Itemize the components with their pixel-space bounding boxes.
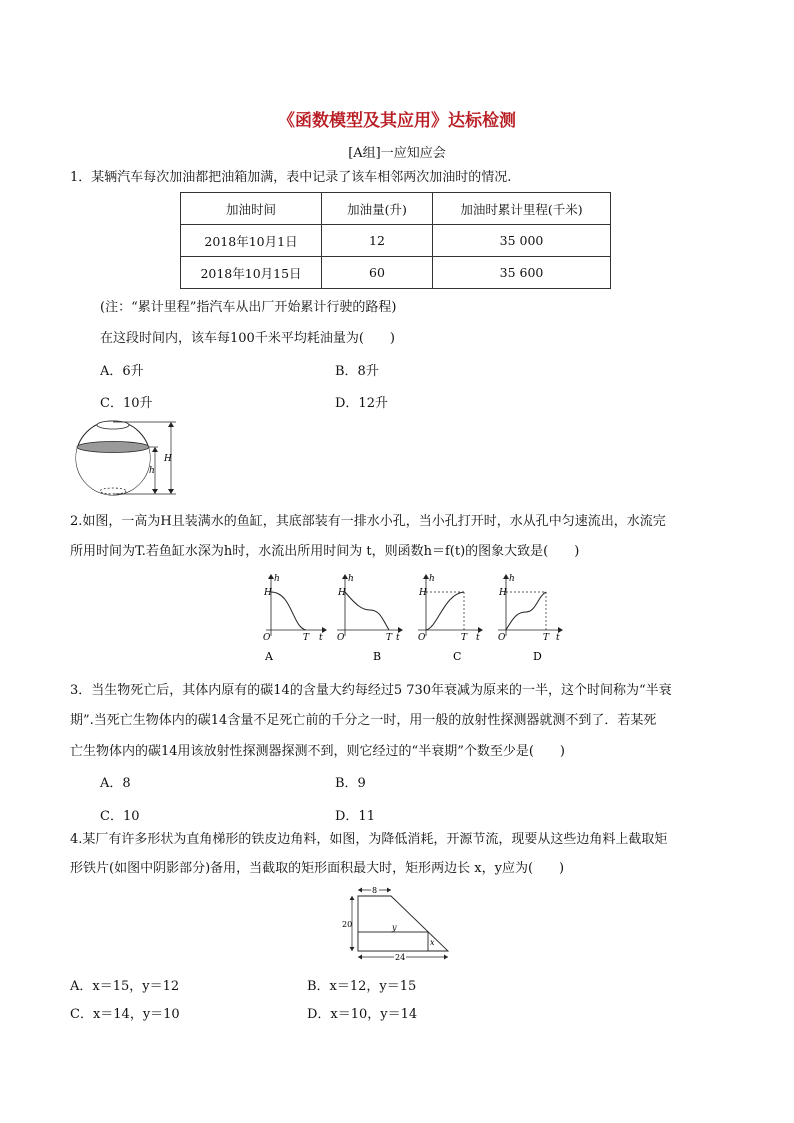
label-H: H <box>419 588 427 598</box>
axis-t: t <box>319 633 323 643</box>
q4-line2: 形铁片(如图中阴影部分)备用，当截取的矩形面积最大时，矩形两边长 x，y应为( ) <box>70 861 565 876</box>
axis-t: t <box>556 633 560 643</box>
axis-h: h <box>509 574 515 584</box>
table-header: 加油时累计里程(千米) <box>433 193 611 225</box>
q3-option-a: A．8 <box>100 776 131 791</box>
origin: O <box>498 633 506 643</box>
q1-question: 在这段时间内，该车每100千米平均耗油量为( ) <box>100 331 395 346</box>
label-T: T <box>386 633 393 643</box>
q4-option-a: A．x＝15，y＝12 <box>70 979 180 994</box>
label-bottom: 24 <box>395 953 406 962</box>
table-cell: 2018年10月1日 <box>181 225 322 257</box>
label-H: H <box>499 588 507 598</box>
axis-h: h <box>274 574 280 584</box>
axis-t: t <box>396 633 400 643</box>
label-T: T <box>461 633 468 643</box>
table-row <box>181 225 611 257</box>
section-heading: [A组]一应知应会 <box>348 146 446 161</box>
label-x: x <box>430 938 435 947</box>
fish-bowl-figure <box>66 418 186 496</box>
table-row <box>181 257 611 289</box>
axis-t: t <box>476 633 480 643</box>
q4-option-b: B．x＝12，y＝15 <box>307 979 417 994</box>
label-H: H <box>164 454 172 464</box>
q3-line2: 期”.当死亡生物体内的碳14含量不足死亡前的千分之一时，用一般的放射性探测器就测不到了．若某死 <box>70 713 657 728</box>
page-title: 《函数模型及其应用》达标检测 <box>278 111 516 131</box>
trapezoid-figure <box>340 882 455 966</box>
table-cell: 60 <box>322 257 433 289</box>
q1-option-a: A．6升 <box>100 364 144 379</box>
caption-b: B <box>373 650 382 663</box>
label-T: T <box>543 633 550 643</box>
q4-option-c: C．x＝14，y＝10 <box>70 1007 180 1022</box>
table-header-row <box>181 193 611 225</box>
q3-option-d: D．11 <box>335 809 375 824</box>
q3-line1: 3．当生物死亡后，其体内原有的碳14的含量大约每经过5 730年衰减为原来的一半，这个时间称为“半衰 <box>70 683 672 698</box>
axis-h: h <box>348 574 354 584</box>
table-cell: 2018年10月15日 <box>181 257 322 289</box>
label-left: 20 <box>342 920 353 929</box>
label-T: T <box>303 633 310 643</box>
cut-rectangle <box>358 932 428 951</box>
table-cell: 35 000 <box>433 225 611 257</box>
table-cell: 35 600 <box>433 257 611 289</box>
q4-line1: 4.某厂有许多形状为直角梯形的铁皮边角料，如图，为降低消耗，开源节流，现要从这些边角料上截取矩 <box>70 832 668 847</box>
graph-a <box>263 574 327 643</box>
q1-note: (注：“累计里程”指汽车从出厂开始累计行驶的路程) <box>100 300 397 315</box>
water-surface <box>77 442 149 453</box>
caption-c: C <box>453 650 462 663</box>
label-h: h <box>149 466 155 476</box>
table-header: 加油时间 <box>181 193 322 225</box>
graph-b <box>337 574 403 643</box>
fuel-table <box>180 192 611 289</box>
label-H: H <box>264 588 272 598</box>
graph-d <box>498 574 563 643</box>
axis-h: h <box>429 574 435 584</box>
q1-stem: 1．某辆汽车每次加油都把油箱加满，表中记录了该车相邻两次加油时的情况. <box>70 170 512 185</box>
q1-option-b: B．8升 <box>335 364 379 379</box>
graph-c <box>418 574 483 643</box>
q3-option-b: B．9 <box>335 776 366 791</box>
q1-option-c: C．10升 <box>100 396 153 411</box>
origin: O <box>263 633 271 643</box>
table-header: 加油量(升) <box>322 193 433 225</box>
graph-options-figure <box>252 570 582 666</box>
q1-option-d: D．12升 <box>335 396 388 411</box>
origin: O <box>418 633 426 643</box>
q2-line1: 2.如图，一高为H且装满水的鱼缸，其底部装有一排水小孔，当小孔打开时，水从孔中匀速流出，水流完 <box>70 514 666 529</box>
q2-line2: 所用时间为T.若鱼缸水深为h时，水流出所用时间为 t，则函数h＝f(t)的图象大致是( ) <box>70 544 580 559</box>
q3-option-c: C．10 <box>100 809 140 824</box>
label-y: y <box>392 923 397 932</box>
caption-a: A <box>265 650 273 663</box>
table-cell: 12 <box>322 225 433 257</box>
q3-line3: 亡生物体内的碳14用该放射性探测器探测不到，则它经过的“半衰期”个数至少是( ) <box>70 744 565 759</box>
label-H: H <box>338 588 346 598</box>
caption-d: D <box>533 650 542 663</box>
origin: O <box>337 633 345 643</box>
label-top: 8 <box>372 886 378 895</box>
q4-option-d: D．x＝10，y＝14 <box>307 1007 418 1022</box>
